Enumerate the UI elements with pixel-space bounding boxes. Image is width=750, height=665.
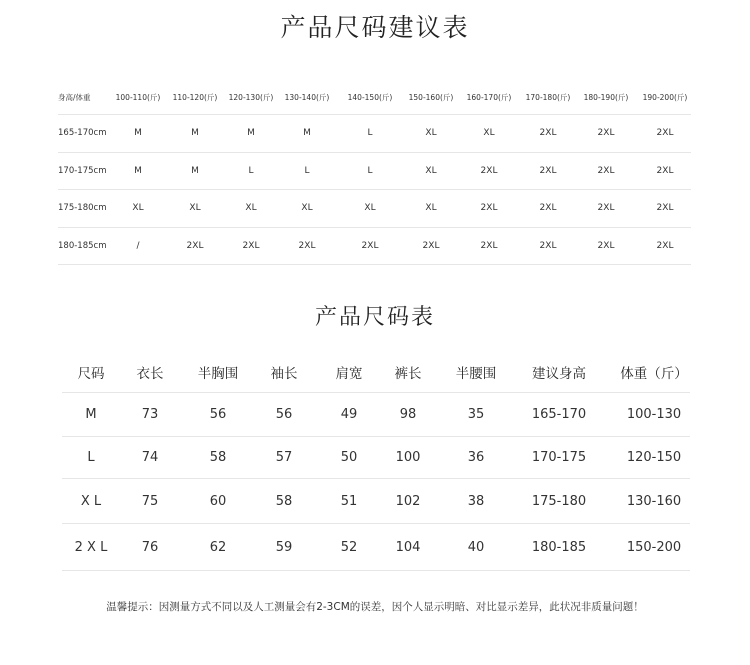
table-cell: 75 <box>141 493 159 509</box>
table-cell: L <box>248 165 254 176</box>
table-cell: 40 <box>467 539 485 555</box>
table-cell: XL <box>425 203 437 214</box>
table-cell: 2XL <box>186 240 204 251</box>
table-cell: 98 <box>399 407 417 422</box>
table-cell: 170-175 <box>531 450 587 465</box>
table-cell: M <box>85 407 97 422</box>
table-cell: M <box>134 165 142 176</box>
size-table-row <box>62 437 690 479</box>
table-cell: 120-150 <box>626 450 682 465</box>
table-cell: XL <box>425 165 437 176</box>
header-cell: 裤长 <box>394 366 422 382</box>
table-cell: 36 <box>467 450 485 465</box>
table-cell: 130-160 <box>626 493 682 509</box>
table-cell: 2XL <box>361 240 379 251</box>
recommendation-row <box>58 115 691 153</box>
table-cell: L <box>367 165 373 176</box>
size-recommendation-table <box>58 80 691 265</box>
table-cell: 175-180cm <box>58 203 107 214</box>
recommendation-row <box>58 153 691 191</box>
recommendation-row <box>58 228 691 266</box>
header-cell: 160-170(斤) <box>466 92 512 102</box>
table-cell: 2XL <box>242 240 260 251</box>
table-cell: 180-185cm <box>58 240 107 251</box>
table-cell: X L <box>80 493 102 509</box>
table-cell: 2XL <box>656 165 674 176</box>
header-cell: 体重（斤） <box>620 366 688 382</box>
header-cell: 120-130(斤) <box>228 92 274 102</box>
footnote: 温馨提示：因测量方式不同以及人工测量会有2-3CM的误差，因个人显示明暗、对比显示差异，此状况非质量问题！ <box>106 601 644 613</box>
header-cell: 110-120(斤) <box>172 92 218 102</box>
table-cell: XL <box>301 203 313 214</box>
table-cell: 59 <box>275 539 293 555</box>
table-cell: XL <box>132 203 144 214</box>
header-cell: 衣长 <box>136 366 164 382</box>
table-cell: XL <box>189 203 201 214</box>
table-cell: XL <box>425 128 437 139</box>
table-cell: 2XL <box>480 240 498 251</box>
table-cell: L <box>304 165 310 176</box>
table-cell: 2XL <box>597 128 615 139</box>
table-cell: 165-170 <box>531 407 587 422</box>
table-cell: 180-185 <box>531 539 587 555</box>
table-cell: 74 <box>141 450 159 465</box>
recommendation-header-row <box>58 80 691 115</box>
table-cell: 100-130 <box>626 407 682 422</box>
header-cell: 180-190(斤) <box>583 92 629 102</box>
table-cell: XL <box>364 203 376 214</box>
table-cell: M <box>247 128 255 139</box>
table-cell: XL <box>245 203 257 214</box>
size-table-row <box>62 524 690 571</box>
table-cell: 150-200 <box>626 539 682 555</box>
table-cell: 60 <box>209 493 227 509</box>
size-table-row <box>62 479 690 524</box>
header-cell: 150-160(斤) <box>408 92 454 102</box>
table-cell: 2XL <box>597 240 615 251</box>
table-cell: M <box>191 165 199 176</box>
table-cell: 2XL <box>656 128 674 139</box>
table-cell: 2XL <box>539 240 557 251</box>
header-cell: 身高/体重 <box>58 92 91 102</box>
table-cell: 38 <box>467 493 485 509</box>
table-cell: 2XL <box>656 203 674 214</box>
table-cell: 56 <box>209 407 227 422</box>
table-cell: L <box>87 450 95 465</box>
size-table-title: 产品尺码表 <box>314 305 435 330</box>
table-cell: 175-180 <box>531 493 587 509</box>
table-cell: 2XL <box>539 165 557 176</box>
table-cell: 35 <box>467 407 485 422</box>
table-cell: 2XL <box>298 240 316 251</box>
header-cell: 半胸围 <box>197 366 239 382</box>
table-cell: 104 <box>395 539 421 555</box>
table-cell: XL <box>483 128 495 139</box>
table-cell: M <box>191 128 199 139</box>
table-cell: 100 <box>395 450 421 465</box>
header-cell: 190-200(斤) <box>642 92 688 102</box>
table-cell: 52 <box>340 539 358 555</box>
table-cell: 50 <box>340 450 358 465</box>
table-cell: / <box>136 240 140 251</box>
table-cell: 2XL <box>597 203 615 214</box>
header-cell: 袖长 <box>270 366 298 382</box>
table-cell: 170-175cm <box>58 165 107 176</box>
table-cell: M <box>134 128 142 139</box>
recommendation-row <box>58 190 691 228</box>
header-cell: 肩宽 <box>335 366 363 382</box>
table-cell: 51 <box>340 493 358 509</box>
table-cell: 2XL <box>656 240 674 251</box>
header-cell: 170-180(斤) <box>525 92 571 102</box>
table-cell: 73 <box>141 407 159 422</box>
header-cell: 100-110(斤) <box>115 92 161 102</box>
table-cell: 56 <box>275 407 293 422</box>
table-cell: 102 <box>395 493 421 509</box>
header-cell: 半腰围 <box>455 366 497 382</box>
table-cell: L <box>367 128 373 139</box>
table-cell: 57 <box>275 450 293 465</box>
table-cell: 2XL <box>480 165 498 176</box>
header-cell: 140-150(斤) <box>347 92 393 102</box>
table-cell: 2XL <box>539 203 557 214</box>
table-cell: 2XL <box>422 240 440 251</box>
table-cell: 49 <box>340 407 358 422</box>
header-cell: 建议身高 <box>532 366 586 382</box>
table-cell: 58 <box>275 493 293 509</box>
table-cell: 76 <box>141 539 159 555</box>
header-cell: 130-140(斤) <box>284 92 330 102</box>
table-cell: 2XL <box>539 128 557 139</box>
size-recommendation-title: 产品尺码建议表 <box>280 13 470 42</box>
table-cell: 62 <box>209 539 227 555</box>
size-table-header-row <box>62 352 690 393</box>
table-cell: 2XL <box>597 165 615 176</box>
table-cell: M <box>303 128 311 139</box>
size-table-row <box>62 393 690 437</box>
table-cell: 2XL <box>480 203 498 214</box>
table-cell: 165-170cm <box>58 128 107 139</box>
table-cell: 2 X L <box>74 539 108 555</box>
header-cell: 尺码 <box>77 366 105 382</box>
size-table <box>62 352 690 571</box>
table-cell: 58 <box>209 450 227 465</box>
